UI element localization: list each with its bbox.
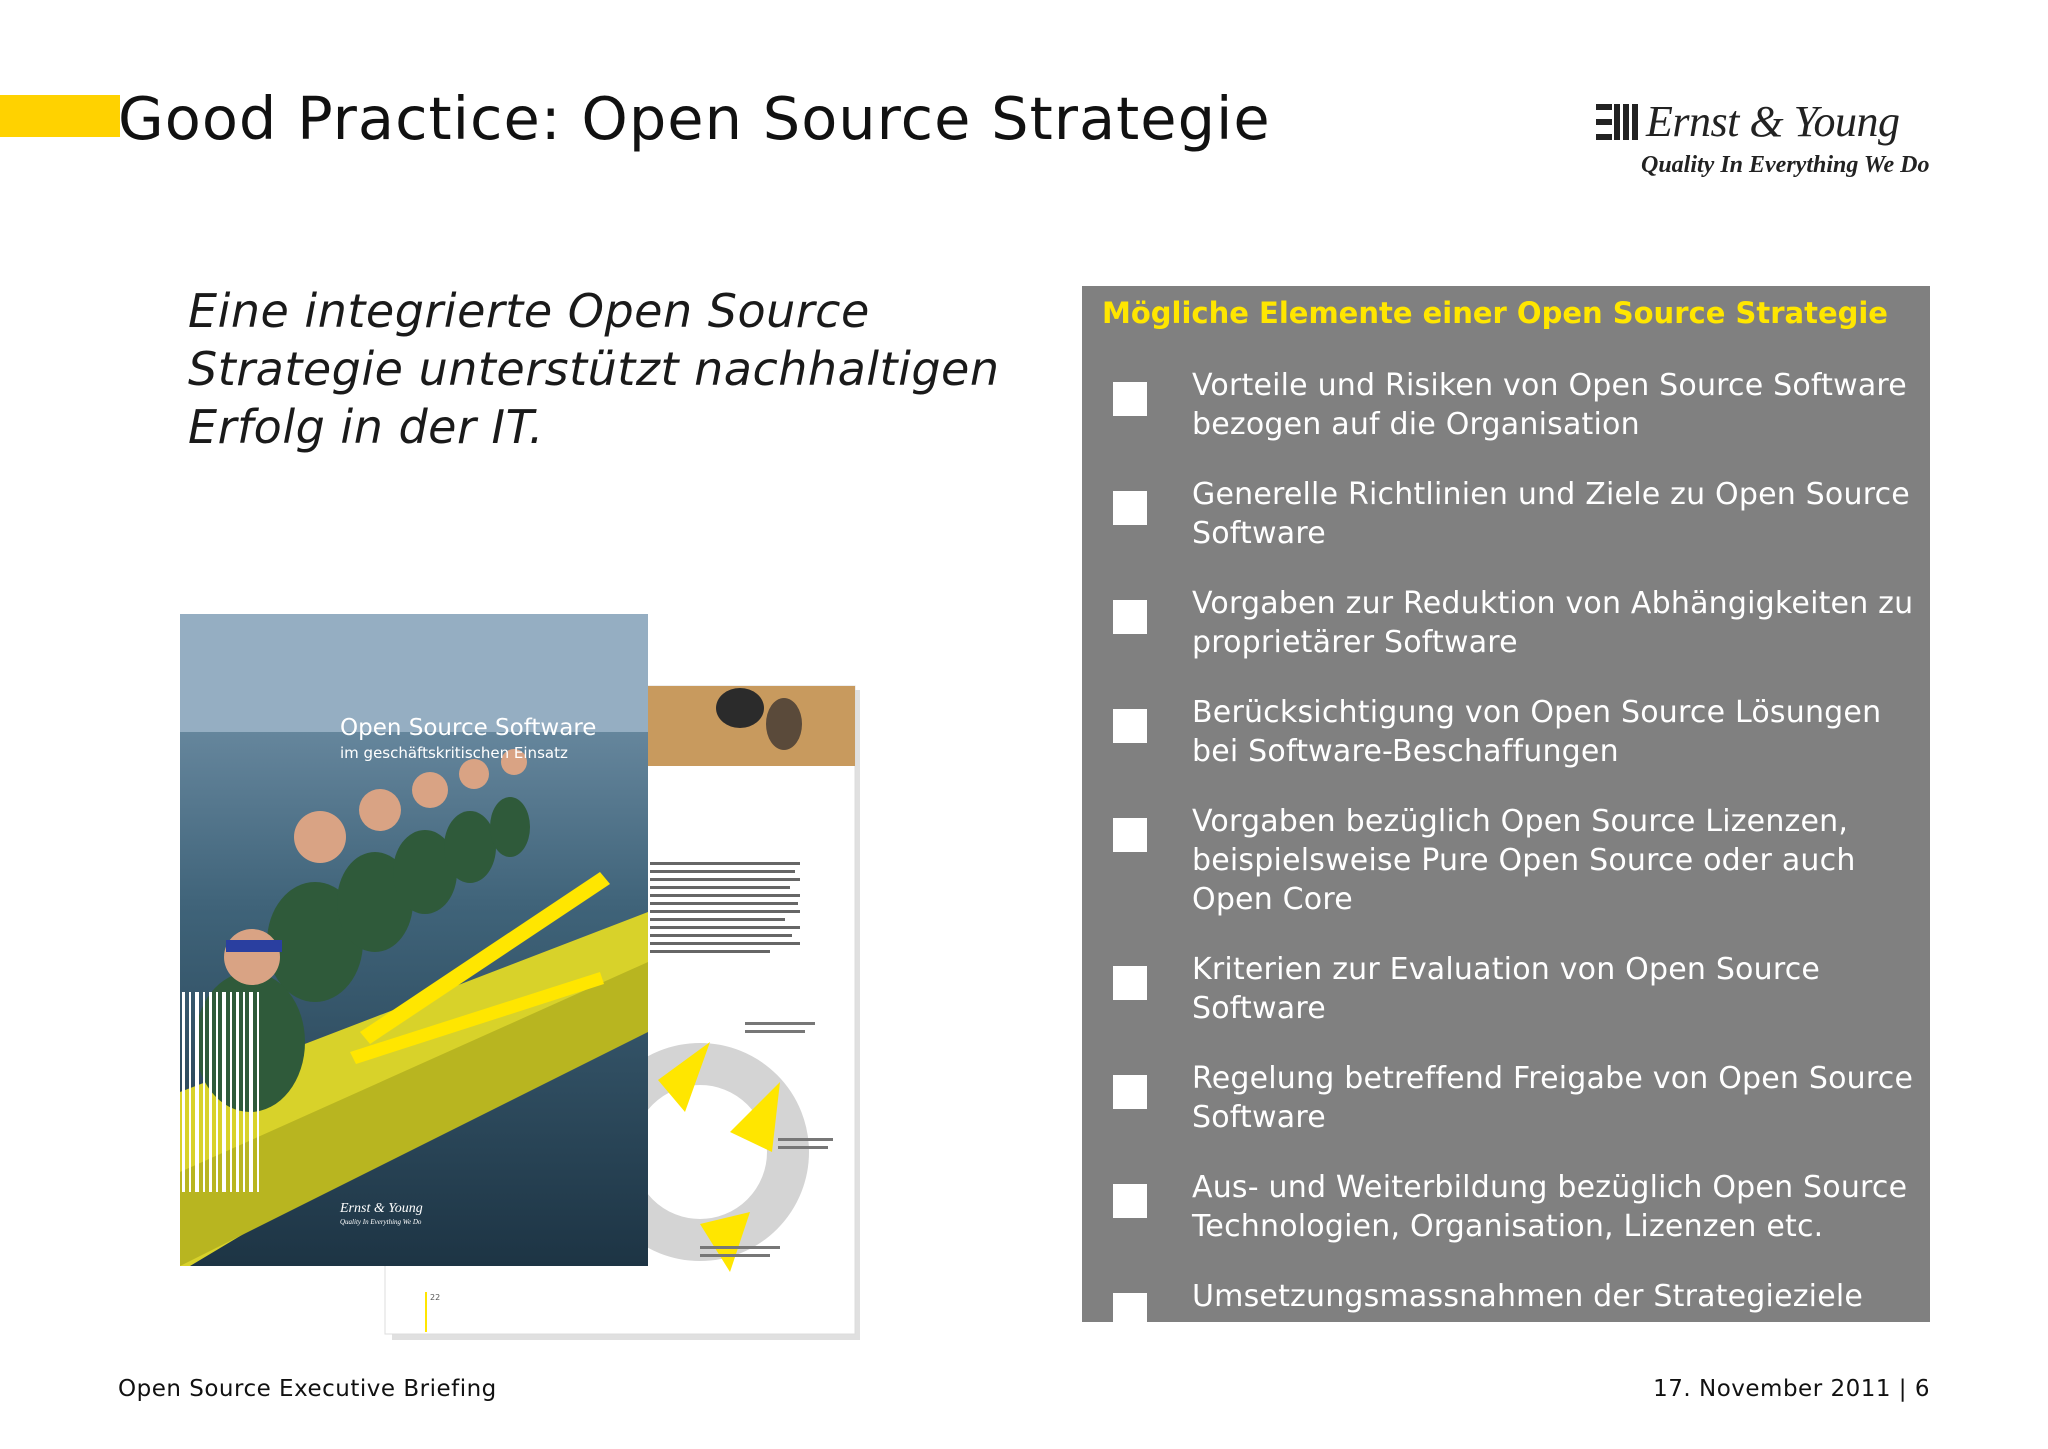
list-item bbox=[1082, 1059, 1930, 1137]
checkbox[interactable] bbox=[1113, 491, 1147, 525]
key-statement: Eine integrierte Open Source Strategie unterstützt nachhaltigen Erfolg in der IT. bbox=[188, 284, 1000, 454]
checkbox[interactable] bbox=[1113, 1075, 1147, 1109]
checkbox[interactable] bbox=[1113, 818, 1147, 852]
brochure-cover bbox=[180, 612, 648, 1272]
list-item-text: Vorteile und Risiken von Open Source Software bezogen auf die Organisation bbox=[1192, 368, 1907, 442]
checkbox[interactable] bbox=[1113, 1184, 1147, 1218]
list-item bbox=[1082, 366, 1930, 444]
logo-tagline: Quality In Everything We Do bbox=[1641, 152, 1930, 178]
checkbox[interactable] bbox=[1113, 1293, 1147, 1327]
brochure-cover-logo-name: Ernst & Young bbox=[340, 1201, 423, 1216]
logo-name: Ernst & Young bbox=[1646, 97, 1900, 146]
page-title: Good Practice: Open Source Strategie bbox=[118, 84, 1271, 153]
panel-title: Mögliche Elemente einer Open Source Strategie bbox=[1102, 296, 1888, 330]
list-item bbox=[1082, 802, 1930, 919]
checkbox[interactable] bbox=[1113, 709, 1147, 743]
strategy-elements-list bbox=[1082, 366, 1930, 1386]
title-accent-bar bbox=[0, 95, 120, 137]
list-item-text: Generelle Richtlinien und Ziele zu Open Source Software bbox=[1192, 477, 1910, 551]
checkbox[interactable] bbox=[1113, 600, 1147, 634]
list-item-text: Berücksichtigung von Open Source Lösungen bei Software-Beschaffungen bbox=[1192, 695, 1882, 769]
list-item bbox=[1082, 950, 1930, 1028]
list-item-text: Regelung betreffend Freigabe von Open Source Software bbox=[1192, 1061, 1914, 1135]
list-item-text: Aus- und Weiterbildung bezüglich Open Source Technologien, Organisation, Lizenzen etc. bbox=[1192, 1170, 1908, 1244]
ernst-young-logo bbox=[1590, 96, 1960, 196]
list-item-text: Umsetzungsmassnahmen der Strategieziele wie Studie, Pilotprojekte, Kompetenzstelle etc. bbox=[1192, 1279, 1899, 1353]
list-item bbox=[1082, 1277, 1930, 1355]
list-item-text: Vorgaben bezüglich Open Source Lizenzen, beispielsweise Pure Open Source oder auch Open Core bbox=[1192, 804, 1856, 917]
list-item-text: Kriterien zur Evaluation von Open Source Software bbox=[1192, 952, 1821, 1026]
list-item-text: Vorgaben zur Reduktion von Abhängigkeiten zu proprietärer Software bbox=[1192, 586, 1914, 660]
brochure-cover-logo-tagline: Quality In Everything We Do bbox=[340, 1218, 422, 1226]
brochure-image bbox=[180, 612, 860, 1342]
list-item bbox=[1082, 693, 1930, 771]
ey-logo-icon bbox=[1596, 102, 1640, 142]
brochure-page-number: 22 bbox=[430, 1293, 441, 1302]
footer-event-name: Open Source Executive Briefing bbox=[118, 1376, 497, 1402]
checkbox[interactable] bbox=[1113, 966, 1147, 1000]
checkbox[interactable] bbox=[1113, 382, 1147, 416]
brochure-cover-subtitle: im geschäftskritischen Einsatz bbox=[340, 744, 568, 762]
footer-date-page: 17. November 2011 | 6 bbox=[1653, 1376, 1930, 1402]
list-item bbox=[1082, 475, 1930, 553]
list-item bbox=[1082, 1168, 1930, 1246]
brochure-cover-title: Open Source Software bbox=[340, 715, 597, 741]
strategy-elements-panel bbox=[1082, 286, 1930, 1353]
list-item bbox=[1082, 584, 1930, 662]
